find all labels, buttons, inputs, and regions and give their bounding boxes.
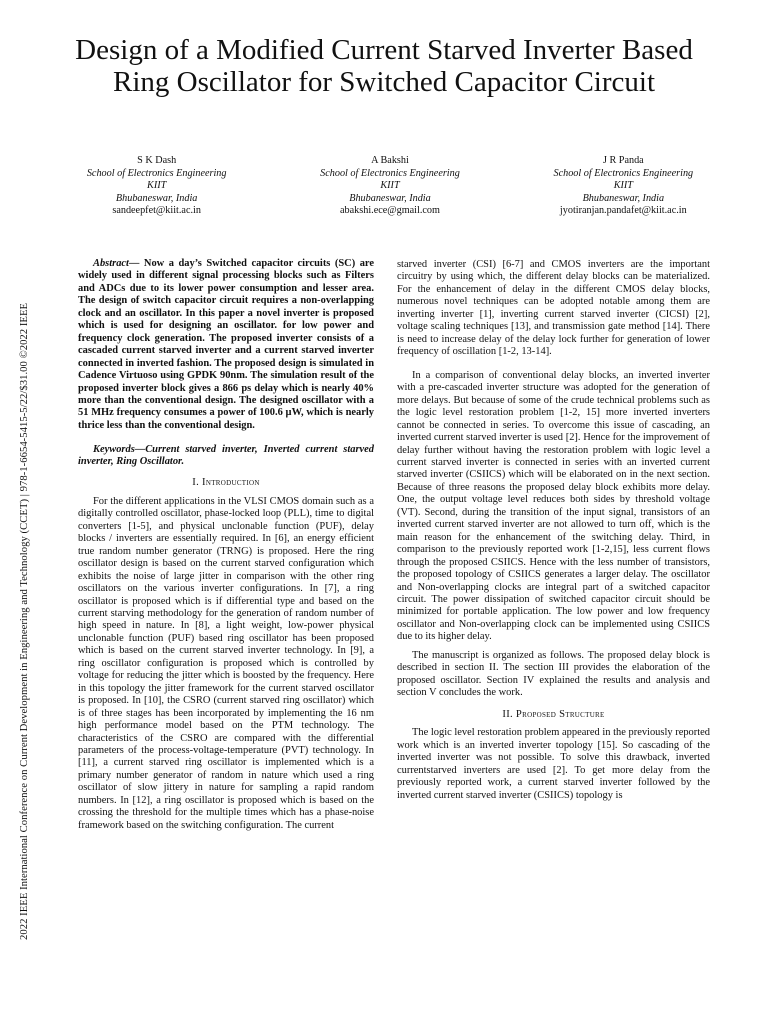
right-column xyxy=(397,259,710,808)
author-2 xyxy=(273,155,506,218)
author-email: sandeepfet@kiit.ac.in xyxy=(112,205,201,217)
author-institute: KIIT xyxy=(147,180,167,192)
author-location: Bhubaneswar, India xyxy=(349,192,431,204)
author-email: jyotiranjan.pandafet@kiit.ac.in xyxy=(559,205,687,217)
author-email: abakshi.ece@gmail.com xyxy=(340,205,440,217)
author-affiliation: School of Electronics Engineering xyxy=(86,167,227,179)
conference-sidebar: 2022 IEEE International Conference on Current Development in Engineering and Technology (CCET) | 978-1-6654-5415-5/22/$31.00 ©2022 IEEE xyxy=(18,302,30,940)
author-affiliation: School of Electronics Engineering xyxy=(320,167,460,179)
body-paragraph-continued: starved inverter (CSI) [6-7] and CMOS inverters are the important circuitry by using which, the different delay blocks can be materialized. For the enhancement of delay in the different CMOS delay blocks, numerous novel techniques can be adopted notable among them are inverting inverter [1], inverting current starved inverter (CICSI) [2], voltage scaling techniques [13], and transmission gate method [14]. There is need to increase delay of the delay lock further for generation of lower frequency of oscillation [1-2, 13-14]. xyxy=(397,259,710,358)
abstract-text: Now a day’s Switched capacitor circuits (SC) are widely used in different signal processing blocks such as Filters and ADCs due to its lower power consumption and lesser area. The design of switch capacitor circuit requires a non-overlapping clock and an oscillator. In this paper a novel inverter is proposed which is used for designing an oscillator. for low power and frequency clock generation. The proposed inverter consists of a cascaded current starved inverter and a current starved inverter connected in inverted fashion. The proposed design is simulated in Cadence Virtuoso using GPDK 90nm. The simulation result of the proposed inverter block gives a 866 ps delay which is nearly 40% more than the conventional design. The designed oscillator with a 51 MHz frequency consumes a power of 100.6 µW, which is nearly thrice less than the conventional design. xyxy=(78,258,374,431)
body-paragraph-proposed: The logic level restoration problem appeared in the previously reported work which is an inverted inverter topology [15]. So cascading of the inverted inverter was not possible. To solve this drawback, inverted currentstarved inverters are used [2]. To get more delay from the previously reported work, a current starved inverter followed by the inverted current starved inverter (CSIICS) topology is xyxy=(397,727,710,801)
section-heading-proposed-structure: II. Proposed Structure xyxy=(502,708,605,720)
author-block xyxy=(40,155,740,218)
body-paragraph-organization: The manuscript is organized as follows. The proposed delay block is described in section II. The section III provides the elaboration of the proposed oscillator. Section IV explained the results and analysis and section V concludes the work. xyxy=(397,649,710,699)
author-name: J R Panda xyxy=(602,155,644,166)
body-paragraph: In a comparison of conventional delay blocks, an inverted inverter with a pre-cascaded inverter structure was adopted for the generation of more delays. But because of some of the crude technical problems such as the logic level restoration problem [1-2, 15] more inverted inverters cannot be connected in series. To overcome this issue of cascading, an inverted current starved inverter is used [2]. Hence for the improvement of delay further without having the restoration problem with logic level a current starved inverter is connected in series with an inverted current starved inverter (CSIICS) which will be elaborated on in the next section. Because of three reasons the proposed delay block exhibits more delay. One, the output voltage level reduces both sides by threshold voltage (VT). Second, during the transition of the input signal, transistors of an inverted current starved inverter are not allowed to turn off, which is the main reason for the enhancement of the switching delay. Third, in comparison to the previously reported work [1-2,15], less current flows through the proposed CSIICS. Hence with the less number of transistors, the proposed topology of CSIICS generates a larger delay. The oscillator and Non-overlapping clocks are integral part of a switched capacitor circuit. The power dissipation of switched capacitor circuit should be minimized for portable application. The low power and low frequency oscillator and Non-overlapping clock can be implemented using CSIICS due to its higher delay. xyxy=(397,369,710,643)
author-name: A Bakshi xyxy=(371,155,409,166)
intro-paragraph: For the different applications in the VLSI CMOS domain such as a digitally controlled oscillator, phase-locked loop (PLL), time to digital converters [1-5], and physical unclonable function (PUF), delay blocks / inverters are essentially required. In [6], an energy efficient true random number generator (TRNG) is proposed. Here the ring oscillator design is based on the current starved configuration which exhibits the noise of large jitter in comparison with the other ring oscillators on the various inverter configurations. In [7], a ring oscillator is proposed which is if differential type and based on the current starving methodology for the generation of random number of high speed in nature. In [8], a light weight, low-power physical unclonable function (PUF) based ring oscillator has been proposed which is based on the current starved inverter technology. In [9], a ring oscillator configuration is proposed which is controlled by voltage for reducing the jitter which is boosted by the frequency. Here in this topology the jitter framework for the current starved oscillator is proposed. In [10], the CSRO (current starved ring oscillator) which is of three stages has been incorporated by implementing the 16 nm high performance model based on the PTM technology. The characteristics of the CSRO are compared with the differential parameters of the process-voltage-temperature (PVT) technology. In [11], a current starved ring oscillator is implemented which is a primary number generator of random in nature which used a ring oscillator of slow jittery in nature for sampling a rapid random numbers. In [12], a ring oscillator is proposed which is based on the crossing the threshold for the multiple times which has a phase-noise framework based on the switching configuration. The current xyxy=(78,495,374,831)
left-column xyxy=(78,258,374,838)
author-location: Bhubaneswar, India xyxy=(115,192,198,204)
paper-title: Design of a Modified Current Starved Inverter Based Ring Oscillator for Switched Capacitor Circuit xyxy=(75,34,693,98)
keywords-text: Current starved inverter, Inverted current starved inverter, Ring Oscillator. xyxy=(78,443,374,467)
keywords-label: Keywords— xyxy=(93,443,146,455)
section-heading-introduction: I. Introduction xyxy=(192,477,260,489)
author-3 xyxy=(507,155,740,218)
abstract-label: Abstract— xyxy=(93,258,140,269)
author-name: S K Dash xyxy=(137,155,177,166)
author-institute: KIIT xyxy=(380,180,400,192)
keywords xyxy=(78,444,374,469)
author-affiliation: School of Electronics Engineering xyxy=(553,167,694,179)
author-1 xyxy=(40,155,273,218)
author-institute: KIIT xyxy=(613,180,633,192)
author-location: Bhubaneswar, India xyxy=(582,192,665,204)
abstract xyxy=(78,258,374,432)
